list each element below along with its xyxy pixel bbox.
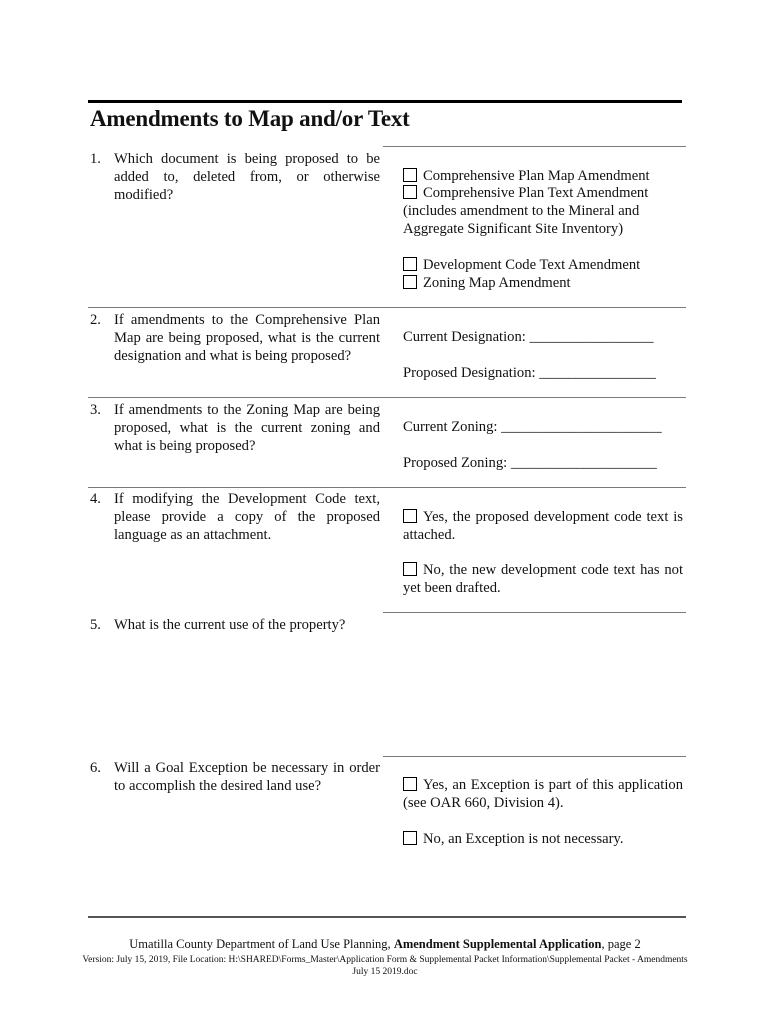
option-label: No, the new development code text has not yet been drafted. [403,562,683,596]
option-label: Yes, an Exception is part of this application (see OAR 660, Division 4). [403,777,683,811]
question-text: What is the current use of the property? [114,617,346,633]
top-rule [88,100,682,103]
proposed-zoning-field[interactable]: Proposed Zoning: ____________________ [403,455,657,471]
checkbox[interactable] [403,168,417,182]
question-6 [90,759,380,795]
question-number: 1. [90,151,101,167]
checkbox[interactable] [403,562,417,576]
row-divider [88,916,384,918]
question-text: Which document is being proposed to be added to, deleted from, or otherwise modified? [114,151,380,203]
row-divider [383,612,686,613]
row-divider [383,487,686,488]
option-label: Development Code Text Amendment [423,257,641,273]
question-text: If amendments to the Comprehensive Plan Map are being proposed, what is the current designation and what is being proposed? [114,312,380,364]
row-divider [88,307,384,308]
question-number: 4. [90,491,101,507]
checkbox[interactable] [403,275,417,289]
row-divider [383,146,686,147]
question-5 [90,616,380,634]
row-divider [383,397,686,398]
option-label: Comprehensive Plan Text Amendment [423,185,649,201]
row-divider [88,487,384,488]
question-text: If amendments to the Zoning Map are being proposed, what is the current zoning and what is being proposed? [114,402,380,454]
footer-version: Version: July 15, 2019, File Location: H:\SHARED\Forms_Master\Application Form & Supplemental Packet Information\Supplemental Packet - Amendments July 15 2019.doc [82,955,688,977]
option-label: Comprehensive Plan Map Amendment [423,168,650,184]
current-designation-field[interactable]: Current Designation: _________________ [403,329,654,345]
option-dev-code-attached[interactable] [403,508,683,544]
question-number: 3. [90,402,101,418]
checkbox[interactable] [403,509,417,523]
question-3 [90,401,380,455]
checkbox[interactable] [403,777,417,791]
question-text: Will a Goal Exception be necessary in order to accomplish the desired land use? [114,760,380,794]
question-1 [90,150,380,204]
question-number: 5. [90,617,101,633]
footer-title [80,937,690,952]
option-exception-yes[interactable] [403,776,683,812]
option-note: (includes amendment to the Mineral and Aggregate Significant Site Inventory) [403,203,640,237]
footer-suffix: , page 2 [601,937,641,951]
row-divider [383,916,686,918]
row-divider [383,756,686,757]
option-comp-plan-map[interactable] [403,167,683,185]
page-title: Amendments to Map and/or Text [90,106,410,131]
footer-bold: Amendment Supplemental Application [393,937,602,951]
option-dev-code-text[interactable] [403,256,683,274]
checkbox[interactable] [403,185,417,199]
current-zoning-field[interactable]: Current Zoning: ______________________ [403,419,662,435]
question-2 [90,311,380,365]
footer-prefix: Umatilla County Department of Land Use Planning, [129,937,394,951]
question-number: 2. [90,312,101,328]
checkbox[interactable] [403,831,417,845]
question-4 [90,490,380,544]
option-comp-plan-text[interactable] [403,184,683,202]
checkbox[interactable] [403,257,417,271]
option-zoning-map[interactable] [403,274,683,292]
option-dev-code-not-drafted[interactable] [403,561,683,597]
row-divider [88,397,384,398]
question-text: If modifying the Development Code text, please provide a copy of the proposed language as an attachment. [114,491,380,543]
option-label: Yes, the proposed development code text is attached. [403,509,683,543]
proposed-designation-field[interactable]: Proposed Designation: ________________ [403,365,656,381]
row-divider [383,307,686,308]
question-number: 6. [90,760,101,776]
option-label: Zoning Map Amendment [423,275,571,291]
option-exception-no[interactable] [403,830,683,848]
option-label: No, an Exception is not necessary. [423,831,624,847]
